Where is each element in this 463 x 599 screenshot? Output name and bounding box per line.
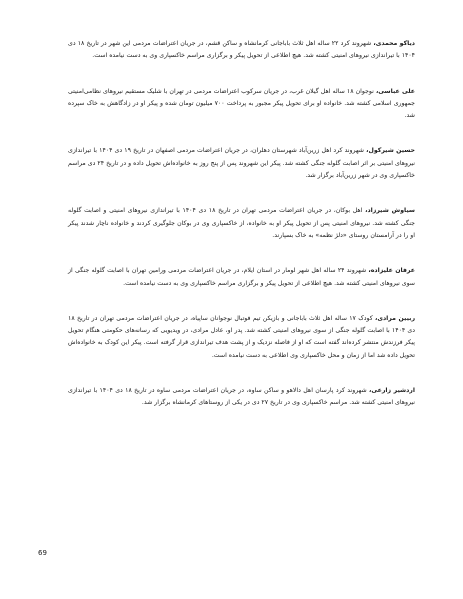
victim-entry [68, 145, 415, 182]
victim-description: کودک ۱۷ ساله اهل ثلاث باباجانی و بازیکن تیم فوتبال نوجوانان ساپیاه، در جریان اعتراضات مردمی تهران در تاریخ ۱۸ دی ۱۴۰۴ با اصابت گلوله جنگی از سوی نیروهای امنیتی کشته شد. پدر او، عادل مرادی، در ویدیویی که رسانه‌های حکومتی هنگام تحویل پیکر فرزندش منتشر کرده‌اند گفته است که او از فاصله نزدیک و از پشت هدف تیراندازی قرار گرفته است. پیکر این کودک به خانواده‌اش تحویل داده شد اما از زمان و محل خاکسپاری وی اطلاعی به دست نیامده است. [68, 314, 415, 359]
victim-name: اردشیر زارعی، [369, 387, 415, 395]
victim-name: سیاوش شیرزاد، [365, 207, 415, 215]
victim-name: ربیین مرادی، [374, 314, 416, 322]
victim-entry [68, 86, 415, 123]
victim-description: شهروند کرد پارسان اهل دالاهو و ساکن ساوه، در جریان اعتراضات مردمی ساوه در تاریخ ۱۸ دی ۱۴۰۴ با تیراندازی نیروهای امنیتی کشته شد. مراسم خاکسپاری وی در تاریخ ۲۷ دی در یکی از روستاهای کرمانشاه برگزار شد. [68, 387, 415, 407]
victim-name: دیاکو محمدی، [373, 40, 415, 47]
victim-description: شهروند کرد ۲۲ ساله اهل ثلاث باباجانی کرمانشاه و ساکن قشم، در جریان اعتراضات مردمی این شهر در تاریخ ۱۸ دی ۱۴۰۴ با تیراندازی نیروهای امنیتی کشته شد. هیچ اطلاعی از تحویل پیکر و برگزاری مراسم خاکسپاری وی به دست نیامده است. [68, 40, 415, 60]
victim-entry [68, 265, 415, 290]
victim-description: نوجوان ۱۸ ساله اهل گیلان غرب، در جریان سرکوب اعتراضات مردمی در تهران با شلیک مستقیم نیروهای نظامی‌امنیتی جمهوری اسلامی کشته شد. خانواده او برای تحویل پیکر مجبور به پرداخت ۷۰۰ میلیون تومان شده و پیکر او در زادگاهش به خاک سپرده شد. [68, 87, 415, 120]
victim-name: عرفان علیزاده، [368, 267, 415, 275]
victim-description: اهل بوکان، در جریان اعتراضات مردمی تهران در تاریخ ۱۸ دی ۱۴۰۴ با تیراندازی نیروهای امنیتی و اصابت گلوله جنگی کشته شد. نیروهای امنیتی پس از تحویل پیکر او به خانواده، از خاکسپاری وی در بوکان جلوگیری کردند و خانواده ناچار شدند پیکر او را در آرامستان روستای «دلژ نظمه» به خاک بسپارند. [68, 207, 415, 239]
victim-entry [68, 313, 415, 362]
victim-entry [68, 385, 415, 410]
victim-entry [68, 205, 415, 242]
victim-name: حسین شیرکول، [366, 147, 415, 155]
victim-description: شهروند ۲۴ ساله اهل شهر لومار در استان ایلام، در جریان اعتراضات مردمی ورامین تهران با اصابت گلوله جنگی از سوی نیروهای امنیتی کشته شد. هیچ اطلاعی از تحویل پیکر و برگزاری مراسم خاکسپاری وی به دست نیامده است. [68, 267, 415, 287]
victim-description: شهروند کرد اهل زرین‌آباد شهرستان دهلران، در جریان اعتراضات مردمی اصفهان در تاریخ ۱۹ دی ۱۴۰۴ با تیراندازی نیروهای امنیتی بر اثر اصابت گلوله جنگی کشته شد. پیکر این شهروند پس از پنج روز به خانواده‌اش تحویل داده و در تاریخ ۲۴ دی مراسم خاکسپاری وی در شهر زرین‌آباد برگزار شد. [68, 147, 415, 180]
victim-name: علی عباسی، [375, 87, 415, 95]
page-number: 69 [38, 549, 47, 557]
page-content [68, 38, 415, 410]
victim-entry [68, 38, 415, 63]
